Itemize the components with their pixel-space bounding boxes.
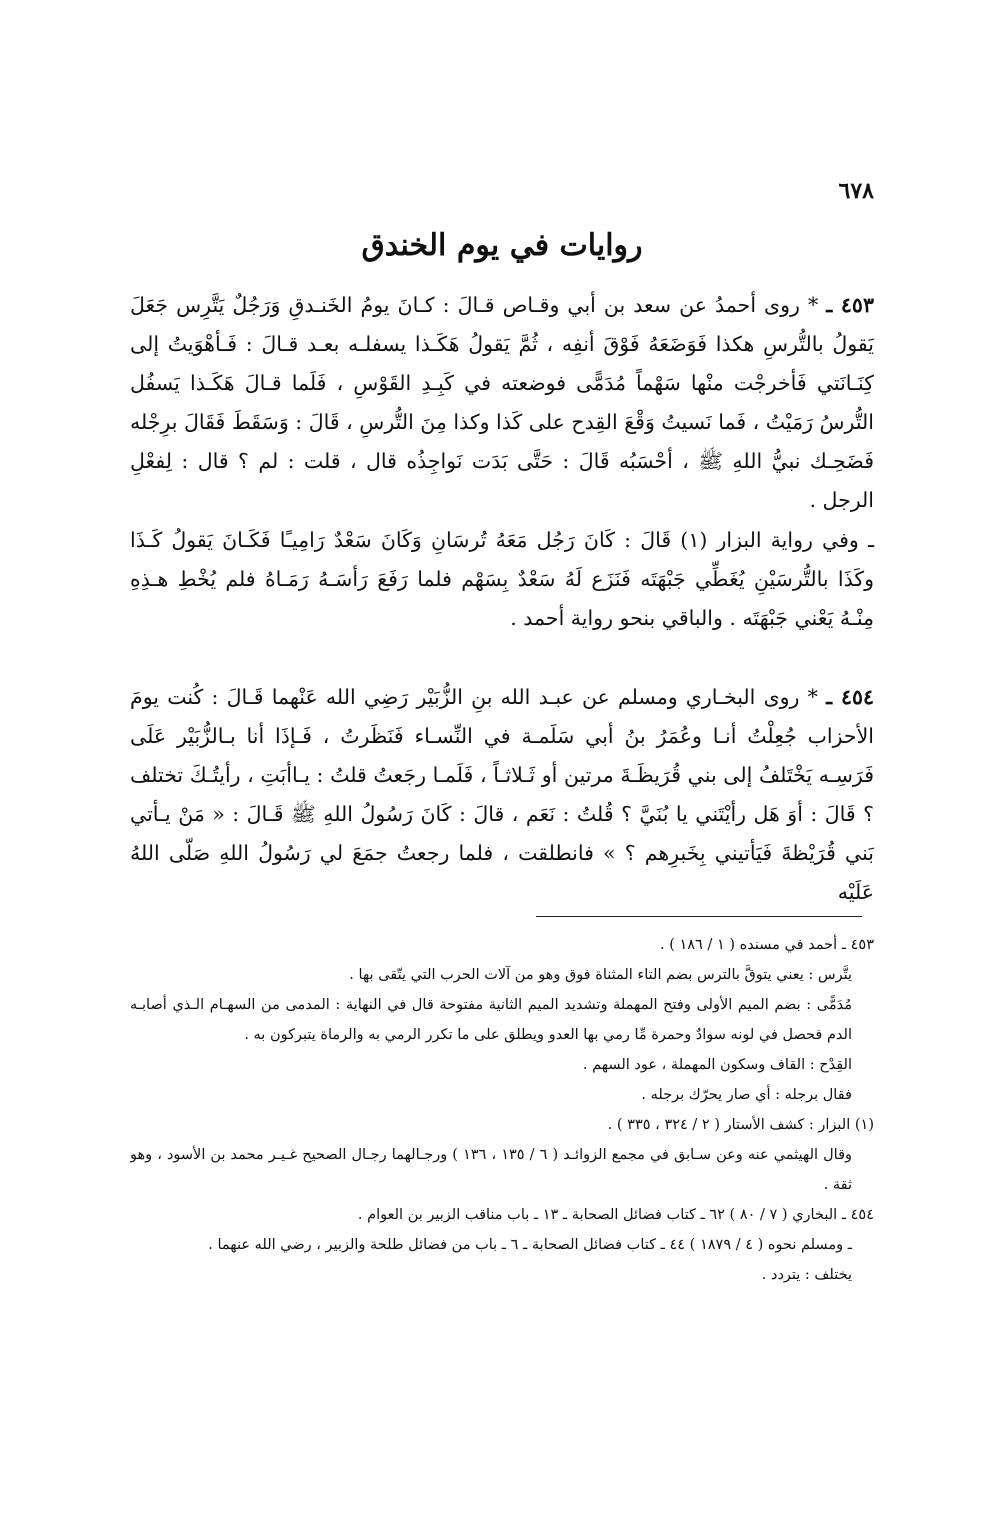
footnote: ٤٥٤ ـ البخاري ( ٧ / ٨٠ ) ٦٢ ـ كتاب فضائل الصحابة ـ ١٣ ـ باب مناقب الزبير بن العوام .: [357, 1207, 874, 1223]
footnote: ٤٥٣ ـ أحمد في مسنده ( ١ / ١٨٦ ) .: [660, 937, 874, 953]
footnote: القِدْح : القاف وسكون المهملة ، عود السهم .: [582, 1057, 852, 1073]
hadith-text: * روى البخـاري ومسلم عن عبـد الله بنِ الزُّبَيْر رَضِي الله عَنْهما قَـالَ : كُنت يومَ الأحزاب جُعِلْتُ أنـا وعُمَرُ بنُ أبي سَلَمـة في النِّسـاء فَنَظَرتُ ، فَـإذَا أنا بـالزُّبَيْر عَلَى فَرَسِـه يَخْتَلفُ إلى بني قُرَيظَـةَ مرتين أو ثَـلاثـاً ، فَلَمـا رجَعتُ قلتُ : يـاأبَتِ ، رأيتُـكَ تختلف ؟ قَالَ : أوَ هَل رأيْتَني يا بُنَيَّ ؟ قُلتُ : نَعَم ، قالَ : كَانَ رَسُولُ اللهِ ﷺ قَـالَ : « مَنْ يـأتي بَني قُرَيْظةَ فَيَأتيني بِخَبرِهم ؟ » فانطلقت ، فلما رجعتُ جمَعَ لي رَسُولُ اللهِ صَلّى اللهُ عَلَيْه: [130, 685, 874, 904]
footnote-separator: [536, 916, 862, 917]
footnote: فقال برجله : أي صار يحرّك برجله .: [641, 1087, 852, 1103]
page-title: روايات في يوم الخندق: [361, 228, 643, 263]
footnote: مُدَمًّى : بضم الميم الأولى وفتح المهملة وتشديد الميم الثانية مفتوحة قال في النهاية : المدمى من السهـام الـذي أصابـه الدم فحصل في لونه سوادٌ وحمرة مِّا رمي بها العدو ويطلق على ما تكرر الرمي به والرماة يتبركون به .: [130, 997, 852, 1043]
hadith-paragraph: [130, 521, 874, 638]
footnote: ـ ومسلم نحوه ( ٤ / ١٨٧٩ ) ٤٤ ـ كتاب فضائل الصحابة ـ ٦ ـ باب من فضائل طلحة والزبير ، رضي الله عنهما .: [208, 1237, 852, 1253]
footnote: يختلف : يتردد .: [761, 1267, 852, 1283]
hadith-number: ٤٥٣ ـ: [826, 293, 874, 317]
hadith-number: ٤٥٤ ـ: [826, 685, 874, 709]
footnote: وقال الهيثمي عنه وعن سـابق في مجمع الزوائـد ( ٦ / ١٣٥ ، ١٣٦ ) ورجـالهما رجـال الصحيح غـيـر محمد بن الأسود ، وهو ثقة .: [130, 1147, 852, 1193]
footnotes: [130, 930, 874, 1290]
hadith-paragraph: [130, 286, 874, 520]
footnote: يتَّرس : يعني يتوقَّ بالترس بضم التاء المثناة فوق وهو من آلات الحرب التي يتّقى بها .: [349, 967, 852, 983]
footnote: (١) البزار : كشف الأستار ( ٢ / ٣٢٤ ، ٣٣٥ ) .: [607, 1117, 874, 1133]
hadith-paragraph: [130, 678, 874, 912]
hadith-text: ـ وفي رواية البزار (١) قَالَ : كَانَ رَجُل مَعَهُ تُرسَانِ وَكَانَ سَعْدٌ رَامِيـًا فَكَـانَ يَقولُ كَـذَا وكَذَا بالتُّرسَيْنِ يُغَطِّي جَبْهَتَه فَنَزَع لَهُ سَعْدٌ بِسَهْم فلما رَفَعَ رَأسَـهُ رَمَـاهُ فلم يُخْطِ هـذِهِ مِنْـهُ يَعْني جَبْهَتَه . والباقي بنحو رواية أحمد .: [130, 528, 874, 630]
hadith-text: * روى أحمدُ عن سعد بن أبي وقـاص قـالَ : كـانَ يومُ الخَنـدقِ وَرَجُلٌ يَتَّرِس جَعَلَ يَقولُ بالتُّرسِ هكذا فَوَضَعَهُ فَوْقَ أنفِه ، ثُمَّ يَقولُ هَكَـذا يسفلـه بعـد قـالَ : فَـأهْوَيتُ إلى كِنَـانَتي فَأخرجْت منْها سَهْماً مُدَمًّى فوضعته في كَبِـدِ القَوْسِ ، فَلَما قـالَ هَكَـذا يَسفُل التُّرسُ رَمَيْتُ ، فَما نَسيتُ وَقْعَ القِدح على كَذا وكذا مِنَ التُّرسِ ، قَالَ : وَسَقَطَ فَقَالَ برِجْله فَضَحِـك نبيُّ اللهِ ﷺ ، أحْسَبُه قَالَ : حَتَّى بَدَت نَواجِذُه قال ، قلت : لم ؟ قال : لِفعْلِ الرجل .: [130, 293, 874, 512]
page-number: ٦٧٨: [838, 178, 874, 204]
